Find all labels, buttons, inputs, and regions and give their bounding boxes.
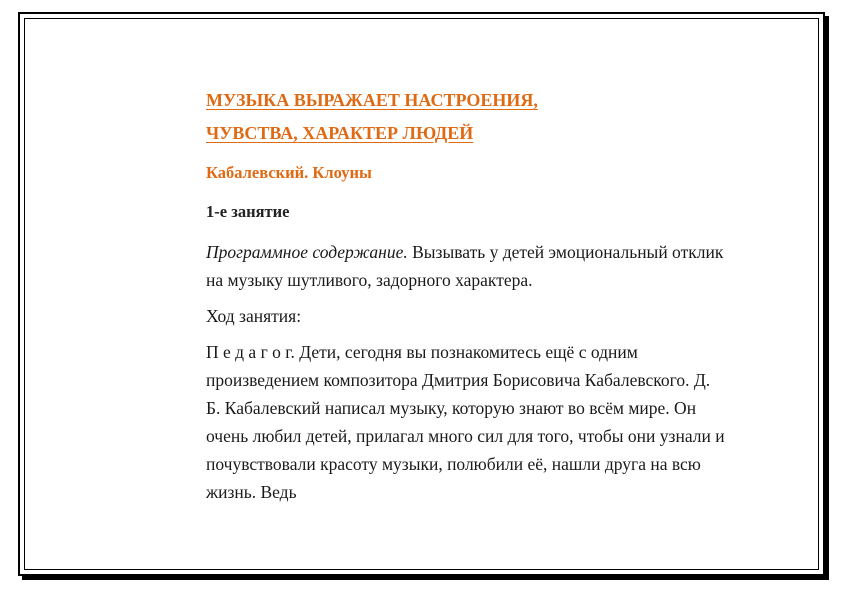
document-title (206, 84, 726, 150)
lesson-number: 1-е занятие (206, 202, 290, 221)
program-label: Программное содержание. (206, 242, 408, 262)
page-border-shadow-bottom (22, 576, 829, 580)
document-title-line-2: ЧУВСТВА, ХАРАКТЕР ЛЮДЕЙ (206, 123, 474, 143)
teacher-paragraph: П е д а г о г. Дети, сегодня вы познакомитесь ещё с одним произведением композитора Дмитрия Борисовича Кабалевского. Д. Б. Кабалевский написал музыку, которую знают во всём мире. Он очень любил детей, прилагал много сил для того, чтобы они узнали и почувствовали красоту музыки, полюбили её, нашли друга на всю жизнь. Ведь (206, 342, 725, 502)
document-title-line-1: МУЗЫКА ВЫРАЖАЕТ НАСТРОЕНИЯ, (206, 90, 538, 110)
course-heading: Ход занятия: (206, 306, 302, 326)
document-subtitle: Кабалевский. Клоуны (206, 163, 372, 182)
program-paragraph (206, 238, 726, 294)
document-content (206, 84, 726, 506)
page-border-shadow-right (825, 16, 829, 580)
program-text: Вызывать у детей эмоциональный отклик на музыку шутливого, задорного характера. (206, 242, 724, 290)
